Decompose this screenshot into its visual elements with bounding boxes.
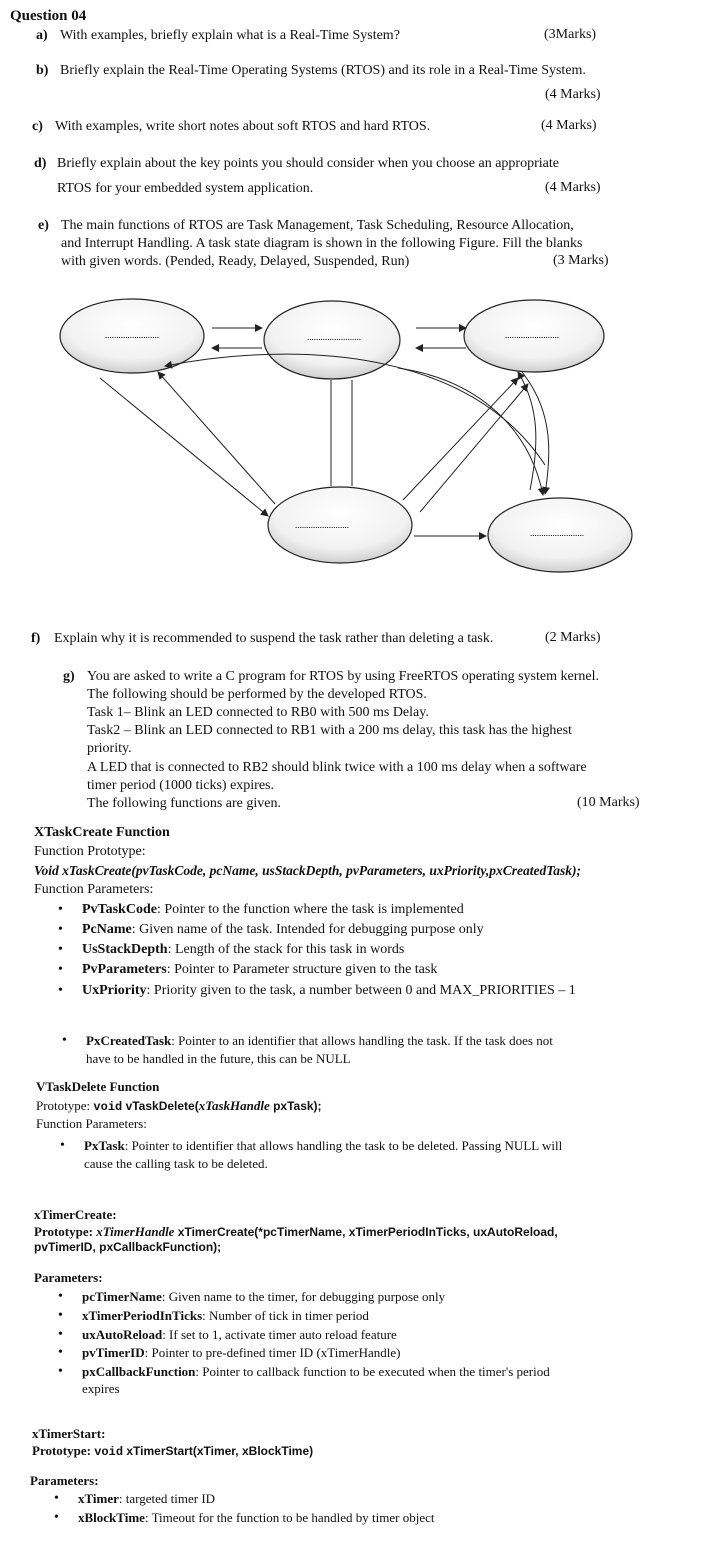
part-g-line: You are asked to write a C program for RTOS by using FreeRTOS operating system kernel.	[87, 669, 599, 684]
part-g-line: timer period (1000 ticks) expires.	[87, 778, 275, 793]
part-g-line: priority.	[87, 741, 132, 756]
param-item: • PxTask: Pointer to identifier that allows handling the task to be deleted. Passing NULL will	[84, 1138, 562, 1154]
part-c-text: With examples, write short notes about soft RTOS and hard RTOS.	[55, 119, 431, 134]
part-d-marks: (4 Marks)	[545, 180, 601, 195]
part-b-text: Briefly explain the Real-Time Operating Systems (RTOS) and its role in a Real-Time System.	[60, 63, 586, 78]
xtimercreate-prototype-line1: Prototype: xTimerHandle xTimerCreate(*pcTimerName, xTimerPeriodInTicks, uxAutoReload,	[34, 1224, 558, 1239]
vtaskdelete-params-label: Function Parameters:	[36, 1116, 147, 1131]
blank-1: ........................	[105, 330, 159, 340]
xtimercreate-params-label: Parameters:	[34, 1270, 103, 1285]
xtimerstart-params-label: Parameters:	[30, 1473, 99, 1488]
xtimercreate-prototype-line2: pvTimerID, pxCallbackFunction);	[34, 1240, 222, 1254]
xtaskcreate-params-label: Function Parameters:	[34, 882, 154, 897]
param-pxtask-line2: cause the calling task to be deleted.	[84, 1156, 268, 1171]
part-g-line: Task2 – Blink an LED connected to RB1 with a 200 ms delay, this task has the highest	[87, 723, 572, 738]
param-item: • pcTimerName: Given name to the timer, for debugging purpose only	[82, 1289, 445, 1305]
param-item: • PcName: Given name of the task. Intended for debugging purpose only	[82, 922, 484, 938]
xtaskcreate-proto-label: Function Prototype:	[34, 844, 146, 859]
xtimerstart-prototype: Prototype: void xTimerStart(xTimer, xBlockTime)	[32, 1443, 314, 1459]
question-title: Question 04	[10, 8, 87, 24]
param-item: • PvParameters: Pointer to Parameter structure given to the task	[82, 962, 437, 978]
part-a-marks: (3Marks)	[544, 27, 597, 42]
param-created-task-line2: have to be handled in the future, this can be NULL	[86, 1051, 351, 1066]
blank-5: ........................	[530, 528, 584, 538]
blank-4: ........................	[295, 520, 349, 530]
xtaskcreate-prototype: Void xTaskCreate(pvTaskCode, pcName, usStackDepth, pvParameters, uxPriority,pxCreatedTask);	[34, 863, 581, 878]
part-f-marks: (2 Marks)	[545, 630, 601, 645]
part-g-line: The following functions are given.	[87, 796, 282, 811]
part-a-label: a)	[36, 28, 48, 43]
param-item: • pxCallbackFunction: Pointer to callback function to be executed when the timer's period	[82, 1364, 550, 1380]
part-f-label: f)	[31, 631, 41, 646]
part-e-line1: The main functions of RTOS are Task Management, Task Scheduling, Resource Allocation,	[61, 218, 574, 233]
xtimercreate-title: xTimerCreate:	[34, 1207, 117, 1222]
part-e-line3: with given words. (Pended, Ready, Delayed, Suspended, Run)	[61, 254, 410, 269]
part-c-label: c)	[32, 119, 43, 134]
param-item-created-task: • PxCreatedTask: Pointer to an identifier that allows handling the task. If the task does not	[86, 1033, 553, 1049]
vtaskdelete-prototype: Prototype: void vTaskDelete(xTaskHandle pxTask);	[36, 1098, 322, 1114]
param-item: • pvTimerID: Pointer to pre-defined timer ID (xTimerHandle)	[82, 1345, 400, 1361]
param-item: • uxAutoReload: If set to 1, activate timer auto reload feature	[82, 1327, 397, 1343]
vtaskdelete-title: VTaskDelete Function	[36, 1079, 160, 1094]
xtimerstart-title: xTimerStart:	[32, 1426, 106, 1441]
part-g-line: A LED that is connected to RB2 should blink twice with a 100 ms delay when a software	[87, 760, 587, 775]
part-b-label: b)	[36, 63, 49, 78]
param-item: • xBlockTime: Timeout for the function to be handled by timer object	[78, 1510, 435, 1526]
part-d-label: d)	[34, 156, 47, 171]
part-d-line1: Briefly explain about the key points you should consider when you choose an appropriate	[57, 156, 559, 171]
part-e-marks: (3 Marks)	[553, 253, 609, 268]
part-g-label: g)	[63, 669, 75, 684]
param-item: • UxPriority: Priority given to the task, a number between 0 and MAX_PRIORITIES – 1	[82, 983, 576, 999]
part-a-text: With examples, briefly explain what is a Real-Time System?	[60, 28, 400, 43]
part-d-line2: RTOS for your embedded system application.	[57, 181, 314, 196]
param-item: • xTimerPeriodInTicks: Number of tick in timer period	[82, 1308, 369, 1324]
blank-3: ........................	[505, 330, 559, 340]
param-item: • UsStackDepth: Length of the stack for this task in words	[82, 942, 404, 958]
part-f-text: Explain why it is recommended to suspend the task rather than deleting a task.	[54, 631, 494, 646]
task-state-diagram	[0, 290, 706, 590]
blank-2: ........................	[307, 332, 361, 342]
param-callback-line2: expires	[82, 1381, 120, 1396]
part-g-marks: (10 Marks)	[577, 795, 640, 810]
part-g-line: The following should be performed by the developed RTOS.	[87, 687, 427, 702]
xtaskcreate-title: XTaskCreate Function	[34, 825, 170, 840]
part-e-line2: and Interrupt Handling. A task state diagram is shown in the following Figure. Fill the blanks	[61, 236, 583, 251]
part-c-marks: (4 Marks)	[541, 118, 597, 133]
part-e-label: e)	[38, 218, 49, 233]
part-g-line: Task 1– Blink an LED connected to RB0 with 500 ms Delay.	[87, 705, 429, 720]
param-item: • xTimer: targeted timer ID	[78, 1491, 215, 1507]
part-b-marks: (4 Marks)	[545, 87, 601, 102]
param-item: • PvTaskCode: Pointer to the function where the task is implemented	[82, 902, 464, 918]
